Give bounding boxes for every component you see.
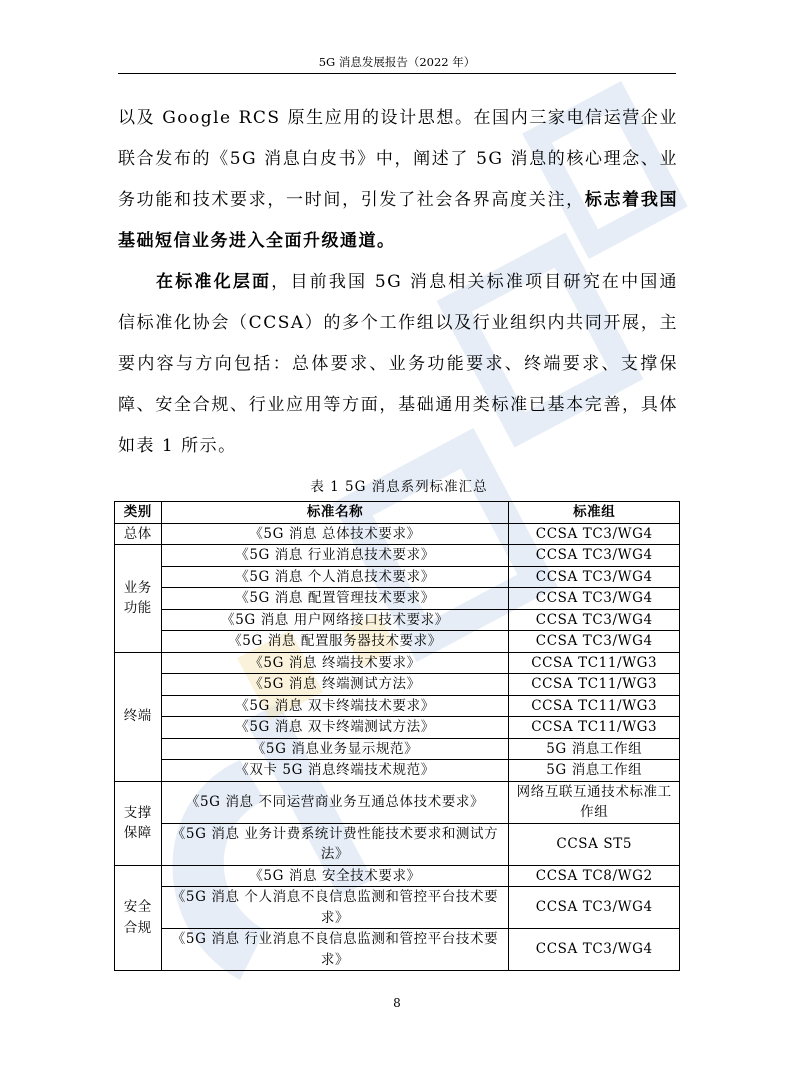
- standard-name-cell: 《5G 消息 行业消息不良信息监测和管控平台技术要求》: [161, 929, 509, 971]
- standard-group-cell: CCSA TC3/WG4: [509, 929, 680, 971]
- standard-group-cell: CCSA TC3/WG4: [509, 588, 680, 610]
- table-row: [115, 738, 680, 760]
- standard-name-cell: 《5G 消息 终端技术要求》: [161, 652, 509, 674]
- page-header: 5G 消息发展报告（2022 年）: [318, 55, 476, 69]
- standard-name-cell: 《5G 消息 不同运营商业务互通总体技术要求》: [161, 781, 509, 823]
- standard-name-cell: 《5G 消息业务显示规范》: [161, 738, 509, 760]
- table-row: [115, 865, 680, 887]
- category-cell: 终端: [115, 652, 162, 781]
- standard-group-cell: CCSA TC3/WG4: [509, 523, 680, 545]
- page-number: 8: [393, 996, 401, 1010]
- standard-group-cell: CCSA TC3/WG4: [509, 566, 680, 588]
- paragraph-1-emphasis: 标志着我国基础短信业务进入全面升级通道。: [118, 190, 679, 251]
- table-row: [115, 674, 680, 696]
- table-row: [115, 887, 680, 929]
- table-row: [115, 823, 680, 865]
- paragraph-2: [118, 262, 678, 467]
- header-category: 类别: [115, 502, 162, 524]
- table-row: [115, 652, 680, 674]
- table-row: [115, 717, 680, 739]
- paragraph-1: [118, 98, 678, 262]
- standard-group-cell: 5G 消息工作组: [509, 760, 680, 782]
- table-row: [115, 760, 680, 782]
- table-row: [115, 545, 680, 567]
- header-standard-name: 标准名称: [161, 502, 509, 524]
- standard-group-cell: CCSA TC3/WG4: [509, 609, 680, 631]
- standard-group-cell: CCSA TC3/WG4: [509, 545, 680, 567]
- table-row: [115, 609, 680, 631]
- paragraph-1-text: 以及 Google RCS 原生应用的设计思想。在国内三家电信运营企业联合发布的《5G 消息白皮书》中，阐述了 5G 消息的核心理念、业务功能和技术要求，一时间，引发了社会各界高度关注，: [118, 108, 678, 210]
- table-row: [115, 631, 680, 653]
- standard-group-cell: CCSA ST5: [509, 823, 680, 865]
- standard-group-cell: CCSA TC3/WG4: [509, 631, 680, 653]
- table-body: [115, 523, 680, 971]
- table-row: [115, 566, 680, 588]
- standard-name-cell: 《5G 消息 业务计费系统计费性能技术要求和测试方法》: [161, 823, 509, 865]
- category-cell: 支撑保障: [115, 781, 162, 865]
- standard-group-cell: CCSA TC11/WG3: [509, 652, 680, 674]
- standard-name-cell: 《5G 消息 总体技术要求》: [161, 523, 509, 545]
- standard-name-cell: 《5G 消息 用户网络接口技术要求》: [161, 609, 509, 631]
- category-cell: 业务功能: [115, 545, 162, 653]
- category-cell: 总体: [115, 523, 162, 545]
- table-header-row: [115, 502, 680, 524]
- standard-name-cell: 《5G 消息 安全技术要求》: [161, 865, 509, 887]
- standard-name-cell: 《5G 消息 双卡终端技术要求》: [161, 695, 509, 717]
- standard-group-cell: 网络互联互通技术标准工作组: [509, 781, 680, 823]
- standard-name-cell: 《5G 消息 个人消息不良信息监测和管控平台技术要求》: [161, 887, 509, 929]
- standard-group-cell: 5G 消息工作组: [509, 738, 680, 760]
- standard-group-cell: CCSA TC3/WG4: [509, 887, 680, 929]
- body-text: [118, 98, 678, 467]
- table-caption: 表 1 5G 消息系列标准汇总: [310, 479, 488, 495]
- header-divider: [118, 73, 676, 74]
- standards-table: [114, 501, 680, 971]
- table-row: [115, 523, 680, 545]
- paragraph-2-emphasis: 在标准化层面: [156, 272, 272, 292]
- standard-name-cell: 《5G 消息 行业消息技术要求》: [161, 545, 509, 567]
- standard-name-cell: 《5G 消息 配置管理技术要求》: [161, 588, 509, 610]
- standard-group-cell: CCSA TC11/WG3: [509, 674, 680, 696]
- standard-name-cell: 《5G 消息 个人消息技术要求》: [161, 566, 509, 588]
- standard-name-cell: 《5G 消息 终端测试方法》: [161, 674, 509, 696]
- standard-group-cell: CCSA TC11/WG3: [509, 695, 680, 717]
- category-cell: 安全合规: [115, 865, 162, 971]
- standard-group-cell: CCSA TC11/WG3: [509, 717, 680, 739]
- standard-name-cell: 《双卡 5G 消息终端技术规范》: [161, 760, 509, 782]
- standard-name-cell: 《5G 消息 配置服务器技术要求》: [161, 631, 509, 653]
- table-row: [115, 781, 680, 823]
- header-standard-group: 标准组: [509, 502, 680, 524]
- table-row: [115, 588, 680, 610]
- table-row: [115, 695, 680, 717]
- table-row: [115, 929, 680, 971]
- paragraph-2-text: ，目前我国 5G 消息相关标准项目研究在中国通信标准化协会（CCSA）的多个工作组以及行业组织内共同开展，主要内容与方向包括：总体要求、业务功能要求、终端要求、支撑保障、安全合规、行业应用等方面，基础通用类标准已基本完善，具体如表 1 所示。: [118, 272, 679, 456]
- standard-name-cell: 《5G 消息 双卡终端测试方法》: [161, 717, 509, 739]
- standard-group-cell: CCSA TC8/WG2: [509, 865, 680, 887]
